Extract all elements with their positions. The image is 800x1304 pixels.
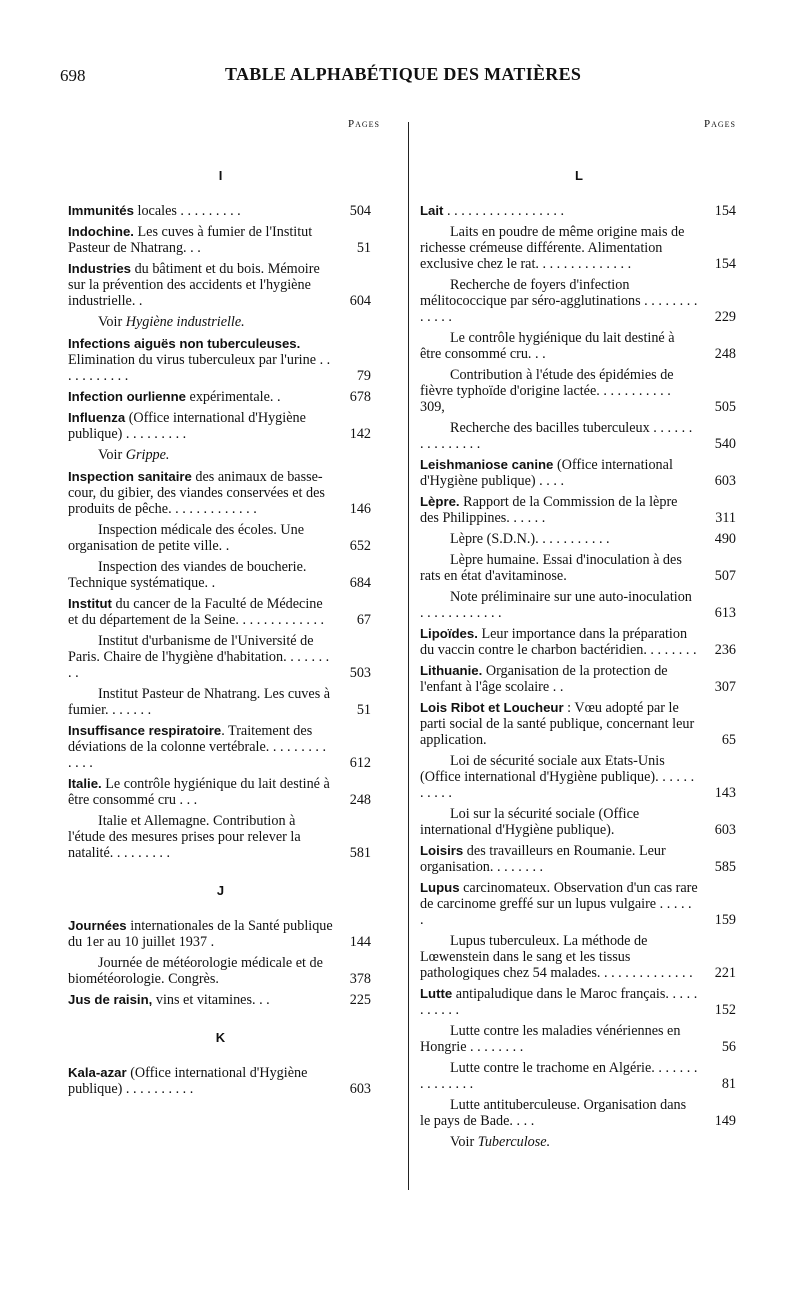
page-reference: 67 xyxy=(356,612,371,628)
page-reference: 146 xyxy=(349,501,371,517)
index-entry xyxy=(420,700,738,748)
index-entry xyxy=(420,843,738,875)
page-number: 698 xyxy=(60,66,86,85)
page-reference: 144 xyxy=(349,934,371,950)
entry-heading: Institut xyxy=(68,596,112,611)
entry-text: Inspection des viandes de boucherie. Technique systématique. . xyxy=(68,559,307,591)
index-entry xyxy=(420,986,738,1018)
index-entries-l xyxy=(420,203,738,1150)
entry-text: Lèpre humaine. Essai d'inoculation à des rats en état d'avitaminose. xyxy=(420,552,682,584)
entry-text: Institut Pasteur de Nhatrang. Les cuves à fumier. . . . . . . xyxy=(68,686,331,718)
page-reference: 504 xyxy=(349,203,371,219)
pages-label-left: Pages xyxy=(348,118,381,130)
page-reference: 585 xyxy=(714,859,736,875)
index-entry xyxy=(420,457,738,489)
index-entry xyxy=(68,918,373,950)
entry-text: Les cuves à fumier de l'Institut Pasteur de Nhatrang. . . xyxy=(68,224,313,256)
letter-heading-i: I xyxy=(218,168,223,183)
page-reference: 613 xyxy=(714,605,736,621)
index-subentry xyxy=(420,1097,738,1129)
index-entry xyxy=(68,596,373,628)
entry-heading: Jus de raisin, xyxy=(68,992,153,1007)
page-reference: 311 xyxy=(715,510,736,526)
page-reference: 152 xyxy=(714,1002,736,1018)
index-subentry xyxy=(68,559,373,591)
page-reference: 603 xyxy=(349,1081,371,1097)
page-reference: 581 xyxy=(349,845,371,861)
entry-heading: Lait xyxy=(420,203,444,218)
left-column xyxy=(68,168,373,1102)
see-also-reference xyxy=(68,314,373,330)
page-reference: 154 xyxy=(714,203,736,219)
entry-text: Institut d'urbanisme de l'Université de Paris. Chaire de l'hygiène d'habitation. . . . . . . . . xyxy=(68,633,330,681)
index-entry xyxy=(420,626,738,658)
entry-text: Le contrôle hygiénique du lait destiné à être consommé cru . . . xyxy=(68,776,330,808)
index-entry xyxy=(68,336,373,384)
page-reference: 612 xyxy=(349,755,371,771)
entry-text: : Vœu adopté par le parti social de la santé publique, concernant leur application. xyxy=(420,700,695,748)
page-reference: 507 xyxy=(714,568,736,584)
entry-heading: Influenza xyxy=(68,410,126,425)
entry-text: (Office international d'Hygiène publique) . . . . . . . . . xyxy=(68,410,306,442)
page-reference: 229 xyxy=(714,309,736,325)
see-also-target: Tuberculose. xyxy=(477,1134,551,1150)
page-reference: 678 xyxy=(349,389,371,405)
index-subentry xyxy=(420,367,738,415)
entry-heading: Journées xyxy=(68,918,127,933)
index-entries-i xyxy=(68,203,373,861)
entry-text: Leur importance dans la préparation du vaccin contre le charbon bactéridien. . . . . . . . xyxy=(420,626,697,658)
entry-text: Lutte antituberculeuse. Organisation dans le pays de Bade. . . . xyxy=(420,1097,687,1129)
see-also-label: Voir xyxy=(98,314,126,330)
page-reference: 81 xyxy=(721,1076,736,1092)
see-also-target: Hygiène industrielle. xyxy=(125,314,245,330)
entry-text: Le contrôle hygiénique du lait destiné à être consommé cru. . . xyxy=(420,330,675,362)
entry-text: Lutte contre les maladies vénériennes en Hongrie . . . . . . . . xyxy=(420,1023,681,1055)
index-subentry xyxy=(68,522,373,554)
entry-text: Organisation de la protection de l'enfant à l'âge scolaire . . xyxy=(420,663,668,695)
page-reference: 652 xyxy=(349,538,371,554)
index-subentry xyxy=(420,806,738,838)
page-reference: 221 xyxy=(714,965,736,981)
entry-text: Recherche de foyers d'infection mélitococcique par séro-agglutinations . . . . . . . . . . . . . xyxy=(420,277,698,325)
entry-text: antipaludique dans le Maroc français. . . . . . . . . . . xyxy=(420,986,698,1018)
page-reference: 505 xyxy=(714,399,736,415)
index-entries-k xyxy=(68,1065,373,1097)
page-reference: 684 xyxy=(349,575,371,591)
entry-text: des travailleurs en Roumanie. Leur organisation. . . . . . . . xyxy=(420,843,666,875)
entry-heading: Indochine. xyxy=(68,224,134,239)
see-also-target: Grippe. xyxy=(125,447,170,463)
page-reference: 142 xyxy=(349,426,371,442)
index-entry xyxy=(420,880,738,928)
entry-text: Laits en poudre de même origine mais de richesse crémeuse différente. Alimentation exclusive chez le rat. . . . . . . . . . . . . . xyxy=(420,224,685,272)
entry-text: . Traitement des déviations de la colonne vertébrale. . . . . . . . . . . . . xyxy=(68,723,327,771)
index-entry xyxy=(68,410,373,442)
letter-heading-k: K xyxy=(215,1030,226,1045)
page-reference: 248 xyxy=(714,346,736,362)
index-entry xyxy=(68,723,373,771)
index-subentry xyxy=(420,933,738,981)
entry-heading: Lutte xyxy=(420,986,453,1001)
index-subentry xyxy=(420,1023,738,1055)
entry-text: (Office international d'Hygiène publique) . . . . xyxy=(420,457,673,489)
entry-heading: Insuffisance respiratoire xyxy=(68,723,222,738)
see-also-label: Voir xyxy=(98,447,126,463)
entry-heading: Industries xyxy=(68,261,132,276)
entry-heading: Lois Ribot et Loucheur xyxy=(420,700,564,715)
page-reference: 378 xyxy=(349,971,371,987)
see-also-reference xyxy=(68,447,373,463)
entry-text: du cancer de la Faculté de Médecine et du département de la Seine. . . . . . . . . . . . . xyxy=(68,596,325,628)
page-reference: 603 xyxy=(714,473,736,489)
index-entry xyxy=(68,224,373,256)
page-reference: 248 xyxy=(349,792,371,808)
page-reference: 149 xyxy=(714,1113,736,1129)
see-also-reference xyxy=(420,1134,738,1150)
entry-text: Lèpre (S.D.N.). . . . . . . . . . . xyxy=(450,531,610,547)
right-column xyxy=(420,168,738,1156)
entry-heading: Lipoïdes. xyxy=(420,626,478,641)
entry-text: vins et vitamines. . . xyxy=(152,992,270,1008)
entry-text: . . . . . . . . . . . . . . . . . xyxy=(443,203,565,219)
entry-text: (Office international d'Hygiène publique) . . . . . . . . . . xyxy=(68,1065,308,1097)
entry-text: Journée de météorologie médicale et de biométéorologie. Congrès. xyxy=(68,955,323,987)
page-reference: 307 xyxy=(714,679,736,695)
entry-heading: Lupus xyxy=(420,880,460,895)
entry-text: Recherche des bacilles tuberculeux . . . . . . . . . . . . . . . xyxy=(420,420,693,452)
entry-heading: Lithuanie. xyxy=(420,663,483,678)
index-subentry xyxy=(68,955,373,987)
index-subentry xyxy=(68,813,373,861)
index-subentry xyxy=(420,330,738,362)
letter-heading-l: L xyxy=(575,168,583,183)
entry-heading: Immunités xyxy=(68,203,134,218)
index-entry xyxy=(420,203,738,219)
pages-label-right: Pages xyxy=(704,118,737,130)
entry-heading: Inspection sanitaire xyxy=(68,469,192,484)
entry-heading: Italie. xyxy=(68,776,102,791)
entry-text: Loi sur la sécurité sociale (Office international d'Hygiène publique). xyxy=(420,806,640,838)
running-title: TABLE ALPHABÉTIQUE DES MATIÈRES xyxy=(225,64,582,84)
entry-text: Lutte contre le trachome en Algérie. . . . . . . . . . . . . . . xyxy=(420,1060,698,1092)
entry-text: Rapport de la Commission de la lèpre des Philippines. . . . . . xyxy=(420,494,678,526)
entry-heading: Kala-azar xyxy=(68,1065,127,1080)
entry-heading: Infection ourlienne xyxy=(68,389,186,404)
entry-text: Contribution à l'étude des épidémies de fièvre typhoïde d'origine lactée. . . . . . . . . . . 309, xyxy=(420,367,674,415)
letter-heading-j: J xyxy=(216,883,225,898)
index-entry xyxy=(420,663,738,695)
index-entry xyxy=(68,469,373,517)
entry-text: locales . . . . . . . . . xyxy=(133,203,241,219)
page-reference: 143 xyxy=(714,785,736,801)
index-subentry xyxy=(68,633,373,681)
index-subentry xyxy=(420,753,738,801)
index-entry xyxy=(68,776,373,808)
index-subentry xyxy=(420,552,738,584)
index-entry xyxy=(68,1065,373,1097)
index-entries-j xyxy=(68,918,373,1008)
index-entry xyxy=(68,261,373,309)
index-subentry xyxy=(420,224,738,272)
entry-text: Loi de sécurité sociale aux Etats-Unis (Office international d'Hygiène publique). . . . . . . . . . . xyxy=(420,753,695,801)
entry-heading: Lèpre. xyxy=(420,494,460,509)
page-reference: 154 xyxy=(714,256,736,272)
page-reference: 603 xyxy=(714,822,736,838)
entry-text: Lupus tuberculeux. La méthode de Lœwenstein dans le sang et les tissus pathologiques chez 54 malades. . . . . . . . . . . . . . xyxy=(420,933,693,981)
entry-heading: Loisirs xyxy=(420,843,464,858)
column-divider xyxy=(408,122,409,1190)
page-reference: 490 xyxy=(714,531,736,547)
page-reference: 604 xyxy=(349,293,371,309)
see-also-label: Voir xyxy=(450,1134,478,1150)
entry-text: Elimination du virus tuberculeux par l'urine . . . . . . . . . . . xyxy=(68,352,331,384)
page-reference: 236 xyxy=(714,642,736,658)
page-reference: 79 xyxy=(356,368,371,384)
index-subentry xyxy=(420,420,738,452)
page-reference: 225 xyxy=(349,992,371,1008)
page-reference: 503 xyxy=(349,665,371,681)
page-reference: 159 xyxy=(714,912,736,928)
entry-text: Inspection médicale des écoles. Une organisation de petite ville. . xyxy=(68,522,305,554)
entry-text: expérimentale. . xyxy=(185,389,281,405)
index-subentry xyxy=(420,1060,738,1092)
index-subentry xyxy=(420,277,738,325)
page-reference: 51 xyxy=(356,240,371,256)
page-reference: 65 xyxy=(721,732,736,748)
entry-text: des animaux de basse-cour, du gibier, des viandes conservées et des produits de pêche. . . . . . . . . . . . . xyxy=(68,469,325,517)
index-subentry xyxy=(68,686,373,718)
page-reference: 56 xyxy=(721,1039,736,1055)
index-entry xyxy=(68,992,373,1008)
index-entry xyxy=(68,389,373,405)
page-reference: 540 xyxy=(714,436,736,452)
page-reference: 51 xyxy=(356,702,371,718)
index-subentry xyxy=(420,589,738,621)
index-entry xyxy=(420,494,738,526)
entry-text: internationales de la Santé publique du 1er au 10 juillet 1937 . xyxy=(68,918,333,950)
entry-text: du bâtiment et du bois. Mémoire sur la prévention des accidents et l'hygiène industrielle. . xyxy=(68,261,320,309)
index-subentry xyxy=(420,531,738,547)
entry-text: Italie et Allemagne. Contribution à l'étude des mesures prises pour relever la natalité. . . . . . . . . xyxy=(68,813,301,861)
entry-heading: Infections aiguës non tuberculeuses. xyxy=(68,336,301,351)
entry-text: Note préliminaire sur une auto-inoculation . . . . . . . . . . . . xyxy=(420,589,692,621)
entry-heading: Leishmaniose canine xyxy=(420,457,554,472)
index-entry xyxy=(68,203,373,219)
entry-text: carcinomateux. Observation d'un cas rare de carcinome greffé sur un lupus vulgaire . . . . . . xyxy=(420,880,698,928)
